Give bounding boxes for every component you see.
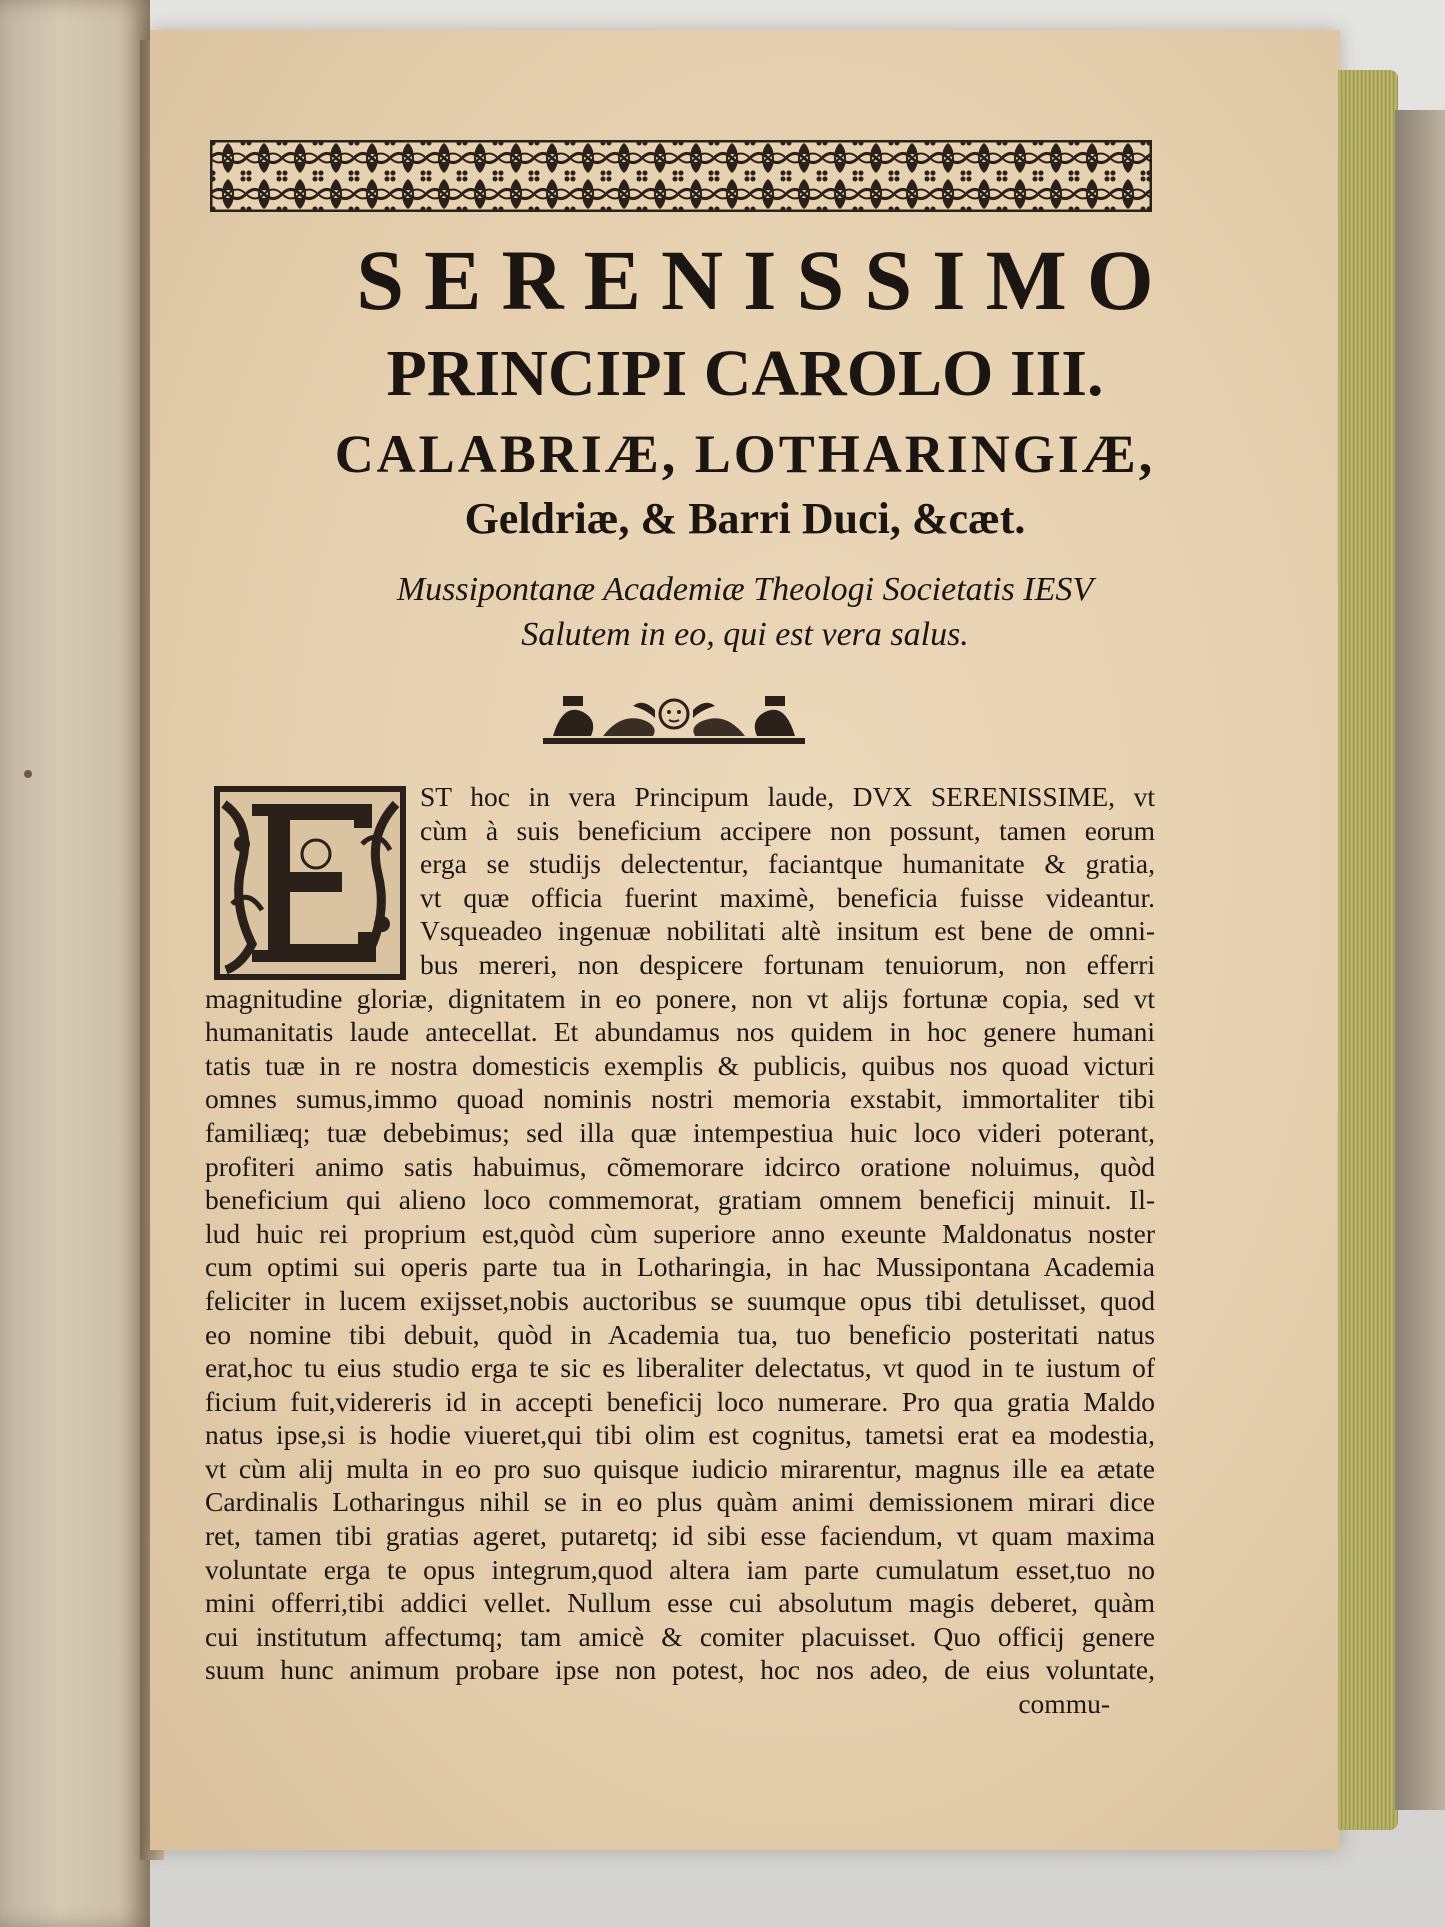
- body-line: lud huic rei proprium est,quòd cùm superiore anno exeunte Maldonatus noster: [205, 1217, 1155, 1249]
- body-line: cui institutum affectumq; tam amicè & comiter placuisset. Quo officij genere: [205, 1620, 1155, 1652]
- subtitle-line-1: Mussipontanæ Academiæ Theologi Societatis IESV: [396, 571, 1094, 608]
- title-line-2: PRINCIPI CAROLO III.: [386, 337, 1104, 410]
- body-line: bus mereri, non despicere fortunam tenuiorum, non efferri: [420, 948, 1155, 980]
- body-line: tatis tuæ in re nostra domesticis exemplis & publicis, quibus nos quoad victuri: [205, 1049, 1155, 1081]
- body-line: familiæq; tuæ debebimus; sed illa quæ intempestiua huic loco videri poterant,: [205, 1116, 1155, 1148]
- body-line: Cardinalis Lotharingus nihil se in eo plus quàm animi demissionem mirari dice: [205, 1486, 1155, 1518]
- body-line: mini offerri,tibi addici vellet. Nullum esse cui absolutum magis deberet, quàm: [205, 1587, 1155, 1619]
- body-line: magnitudine gloriæ, dignitatem in eo ponere, non vt alijs fortunæ copia, sed vt: [205, 982, 1155, 1014]
- body-line: eo nomine tibi debuit, quòd in Academia tua, tuo beneficio posteritati natus: [205, 1318, 1155, 1350]
- body-line: feliciter in lucem exijsset,nobis auctoribus se suumque opus tibi detulisset, quod: [205, 1284, 1155, 1316]
- body-line: voluntate erga te opus integrum,quod altera iam parte cumulatum esset,tuo no: [205, 1553, 1155, 1585]
- body-line: profiteri animo satis habuimus, cõmemorare idcirco oratione noluimus, quòd: [205, 1150, 1155, 1182]
- title-line-4: Geldriæ, & Barri Duci, &cæt.: [464, 494, 1026, 543]
- left-page: [0, 0, 150, 1927]
- body-line: Vsqueadeo ingenuæ nobilitati altè insitum est bene de omni-: [420, 915, 1155, 947]
- title-line-1: SERENISSIMO: [356, 232, 1174, 328]
- body-line: erat,hoc tu eius studio erga te sic es liberaliter delectatus, vt quod in te iustum of: [205, 1352, 1155, 1384]
- body-line: vt quæ officia fuerint maximè, beneficia fuisse videantur.: [420, 881, 1155, 913]
- subtitle-line-2: Salutem in eo, qui est vera salus.: [521, 616, 969, 653]
- foxing-spot: [24, 770, 32, 778]
- body-line: natus ipse,si is hodie viueret,qui tibi olim est cognitus, tametsi erat ea modestia,: [205, 1419, 1155, 1451]
- body-line: cùm à suis beneficium accipere non possunt, tamen eorum: [420, 814, 1155, 846]
- book-cover-board: [1395, 110, 1445, 1810]
- page-edges: [1338, 70, 1398, 1830]
- body-line: omnes sumus,immo quoad nominis nostri memoria exstabit, immortaliter tibi: [205, 1083, 1155, 1115]
- body-line: erga se studijs delectentur, faciantque humanitate & gratia,: [420, 848, 1155, 880]
- ornamental-border-icon: [210, 140, 1152, 212]
- cherub-headpiece-icon: [543, 692, 805, 748]
- title-line-3: CALABRIÆ, LOTHARINGIÆ,: [334, 424, 1156, 484]
- dedication-body: [205, 780, 1155, 1721]
- body-line: ficium fuit,videreris id in accepti beneficij loco numerare. Pro qua gratia Maldo: [205, 1385, 1155, 1417]
- body-line: ST hoc in vera Principum laude, DVX SERENISSIME, vt: [420, 781, 1155, 812]
- body-line: beneficium qui alieno loco commemorat, gratiam omnem beneficij minuit. Il-: [205, 1184, 1155, 1216]
- body-line: vt cùm alij multa in eo pro suo quisque iudicio mirarentur, magnus ille ea ætate: [205, 1452, 1155, 1484]
- catchword: commu-: [1018, 1688, 1110, 1720]
- body-line: cum optimi sui operis parte tua in Lotharingia, in hac Mussipontana Academia: [205, 1251, 1155, 1283]
- body-line: suum hunc animum probare ipse non potest, hoc nos adeo, de eius voluntate,: [205, 1654, 1155, 1686]
- body-line: ret, tamen tibi gratias ageret, putaretq; id sibi esse faciendum, vt quam maxima: [205, 1520, 1155, 1552]
- body-line: humanitatis laude antecellat. Et abundamus nos quidem in hoc genere humani: [205, 1016, 1155, 1048]
